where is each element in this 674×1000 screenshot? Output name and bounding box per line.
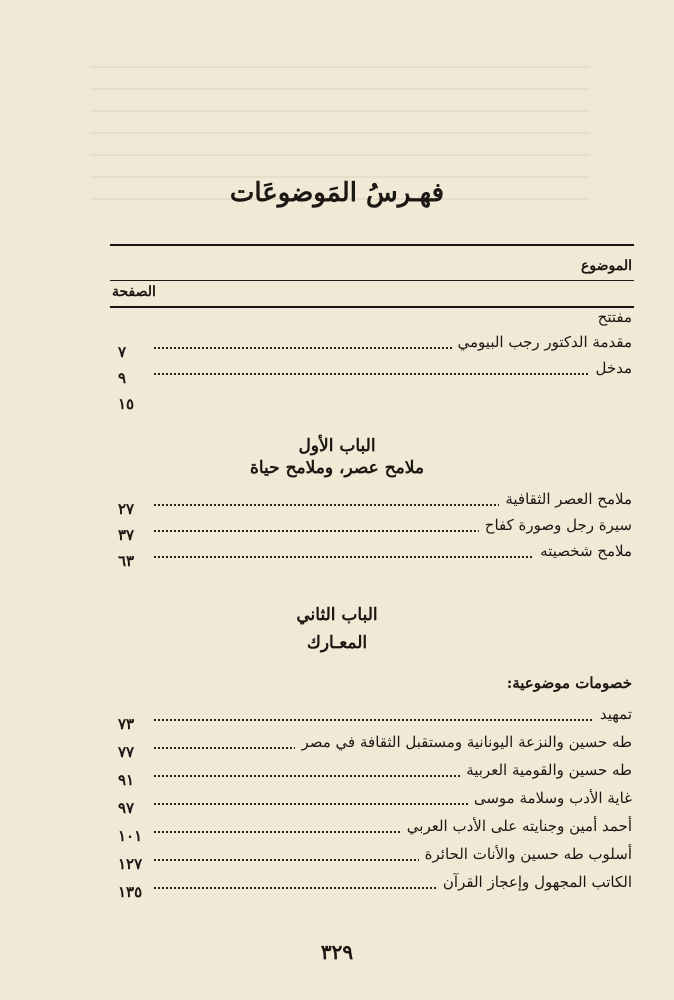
toc-entry[interactable]: [118, 733, 632, 759]
entry-page-number: ٧٧: [118, 743, 148, 761]
entry-label: تمهيد: [594, 705, 632, 723]
page-number: ٣٢٩: [320, 940, 354, 964]
part-two-heading: الباب الثاني: [296, 605, 378, 625]
entry-label: أحمد أمين وجنايته على الأدب العربي: [401, 817, 632, 835]
section-subheading: خصومات موضوعية:: [506, 674, 632, 692]
entry-page-number: ٩: [118, 369, 148, 387]
entry-page-number: ١٣٥: [118, 883, 148, 901]
toc-entry[interactable]: [118, 817, 632, 843]
entry-page-number: ١٢٧: [118, 855, 148, 873]
part-one-heading: الباب الأول: [298, 436, 376, 456]
toc-entry-page-only[interactable]: [118, 385, 632, 411]
toc-entry[interactable]: [118, 516, 632, 542]
leader-dots: [154, 719, 632, 721]
column-header-topic: الموضوع: [581, 258, 632, 274]
entry-page-number: ١٠١: [118, 827, 148, 845]
toc-entry-preface[interactable]: [118, 333, 632, 359]
entry-page-number: ٢٧: [118, 500, 148, 518]
page-title: فهـرسُ المَوضوعَات: [229, 178, 445, 208]
entry-label: ملامح العصر الثقافية: [499, 490, 632, 508]
entry-page-number: ٧٣: [118, 715, 148, 733]
leader-dots: [154, 373, 632, 375]
part-one-subtitle: ملامح عصر، وملامح حياة: [249, 458, 425, 478]
entry-label: الكاتب المجهول وإعجاز القرآن: [437, 873, 632, 891]
entry-label: طه حسين والنزعة اليونانية ومستقبل الثقافة في مصر: [295, 733, 632, 751]
toc-entry[interactable]: [118, 705, 632, 731]
entry-label: طه حسين والقومية العربية: [460, 761, 632, 779]
toc-entry[interactable]: [118, 542, 632, 568]
header-rule-middle: [110, 280, 634, 281]
entry-page-number: ٦٣: [118, 552, 148, 570]
toc-entry-opening[interactable]: [118, 308, 632, 334]
entry-label: مفتتح: [592, 308, 632, 326]
entry-page-number: ٣٧: [118, 526, 148, 544]
toc-entry[interactable]: [118, 845, 632, 871]
entry-page-number: ٩١: [118, 771, 148, 789]
entry-label: غاية الأدب وسلامة موسى: [468, 789, 632, 807]
toc-entry[interactable]: [118, 490, 632, 516]
entry-label: ملامح شخصيته: [534, 542, 632, 560]
entry-page-number: ١٥: [118, 395, 148, 413]
toc-entry[interactable]: [118, 873, 632, 899]
entry-label: مقدمة الدكتور رجب البيومي: [452, 333, 632, 351]
toc-entry-introduction[interactable]: [118, 359, 632, 385]
header-rule-top: [110, 244, 634, 246]
entry-page-number: ٧: [118, 343, 148, 361]
toc-entry[interactable]: [118, 789, 632, 815]
part-two-subtitle: المعـارك: [306, 633, 368, 653]
entry-label: سيرة رجل وصورة كفاح: [479, 516, 632, 534]
entry-label: أسلوب طه حسين والأنات الحائرة: [419, 845, 632, 863]
toc-entry[interactable]: [118, 761, 632, 787]
entry-page-number: ٩٧: [118, 799, 148, 817]
column-header-page: الصفحة: [112, 284, 156, 300]
entry-label: مدخل: [589, 359, 632, 377]
